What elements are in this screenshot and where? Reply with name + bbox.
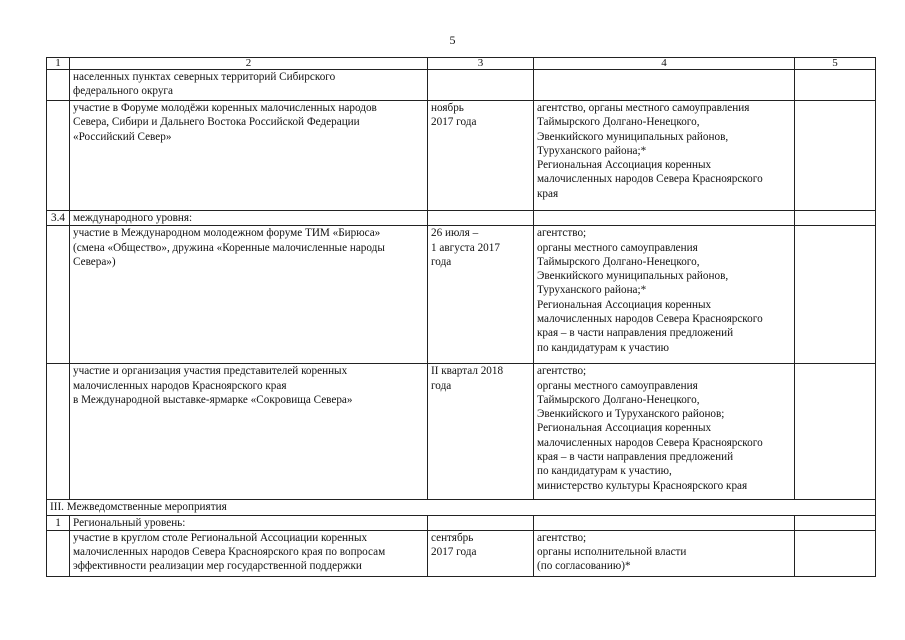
table-row	[47, 211, 876, 226]
event-cell: участие в Форуме молодёжи коренных малочисленных народов Севера, Сибири и Дальнего Востока Российской Федерации «Российский Север»	[70, 101, 428, 211]
event-cell: населенных пунктах северных территорий Сибирского федерального округа	[70, 70, 428, 101]
date-cell: сентябрь 2017 года	[428, 530, 534, 576]
event-cell: участие в Международном молодежном форуме ТИМ «Бирюса» (смена «Общество», дружина «Коренные малочисленные народы Севера»)	[70, 226, 428, 364]
responsible-cell: агентство; органы исполнительной власти (по согласованию)*	[534, 530, 795, 576]
date-cell	[428, 515, 534, 530]
row-number-cell: 1	[47, 515, 70, 530]
table-row	[47, 364, 876, 500]
note-cell	[795, 515, 876, 530]
date-cell	[428, 70, 534, 101]
note-cell	[795, 364, 876, 500]
note-cell	[795, 530, 876, 576]
responsible-cell	[534, 515, 795, 530]
section-title: III. Межведомственные мероприятия	[47, 500, 876, 515]
header-cell: 1	[47, 58, 70, 70]
table-row	[47, 101, 876, 211]
row-number-cell: 3.4	[47, 211, 70, 226]
events-table	[46, 57, 876, 577]
event-cell: участие и организация участия представителей коренных малочисленных народов Красноярского края в Международной выставке-ярмарке «Сокровища Севера»	[70, 364, 428, 500]
row-number-cell	[47, 70, 70, 101]
note-cell	[795, 211, 876, 226]
responsible-cell: агентство; органы местного самоуправления Таймырского Долгано-Ненецкого, Эвенкийского муниципальных районов, Туруханского района;* Региональная Ассоциация коренных малочисленных народов Севера Красноярского края – в части направления предложений по кандидатурам к участию	[534, 226, 795, 364]
event-cell: участие в круглом столе Региональной Ассоциации коренных малочисленных народов Севера Красноярского края по вопросам эффективности реализации мер государственной поддержки	[70, 530, 428, 576]
table-row	[47, 530, 876, 576]
date-cell: ноябрь 2017 года	[428, 101, 534, 211]
event-cell: Региональный уровень:	[70, 515, 428, 530]
date-cell: II квартал 2018 года	[428, 364, 534, 500]
table-row	[47, 515, 876, 530]
row-number-cell	[47, 530, 70, 576]
row-number-cell	[47, 101, 70, 211]
table-row	[47, 226, 876, 364]
row-number-cell	[47, 364, 70, 500]
header-cell: 3	[428, 58, 534, 70]
table-header-row	[47, 58, 876, 70]
date-cell	[428, 211, 534, 226]
responsible-cell	[534, 70, 795, 101]
note-cell	[795, 101, 876, 211]
page-number: 5	[449, 33, 456, 47]
header-cell: 4	[534, 58, 795, 70]
note-cell	[795, 226, 876, 364]
event-cell: международного уровня:	[70, 211, 428, 226]
section-row	[47, 500, 876, 515]
responsible-cell: агентство, органы местного самоуправления Таймырского Долгано-Ненецкого, Эвенкийского муниципальных районов, Туруханского района;* Региональная Ассоциация коренных малочисленных народов Севера Красноярского края	[534, 101, 795, 211]
table-row	[47, 70, 876, 101]
date-cell: 26 июля – 1 августа 2017 года	[428, 226, 534, 364]
responsible-cell: агентство; органы местного самоуправления Таймырского Долгано-Ненецкого, Эвенкийского и Туруханского районов; Региональная Ассоциация коренных малочисленных народов Севера Красноярского края – в части направления предложений по кандидатурам к участию, министерство культуры Красноярского края	[534, 364, 795, 500]
note-cell	[795, 70, 876, 101]
header-cell: 2	[70, 58, 428, 70]
row-number-cell	[47, 226, 70, 364]
responsible-cell	[534, 211, 795, 226]
header-cell: 5	[795, 58, 876, 70]
